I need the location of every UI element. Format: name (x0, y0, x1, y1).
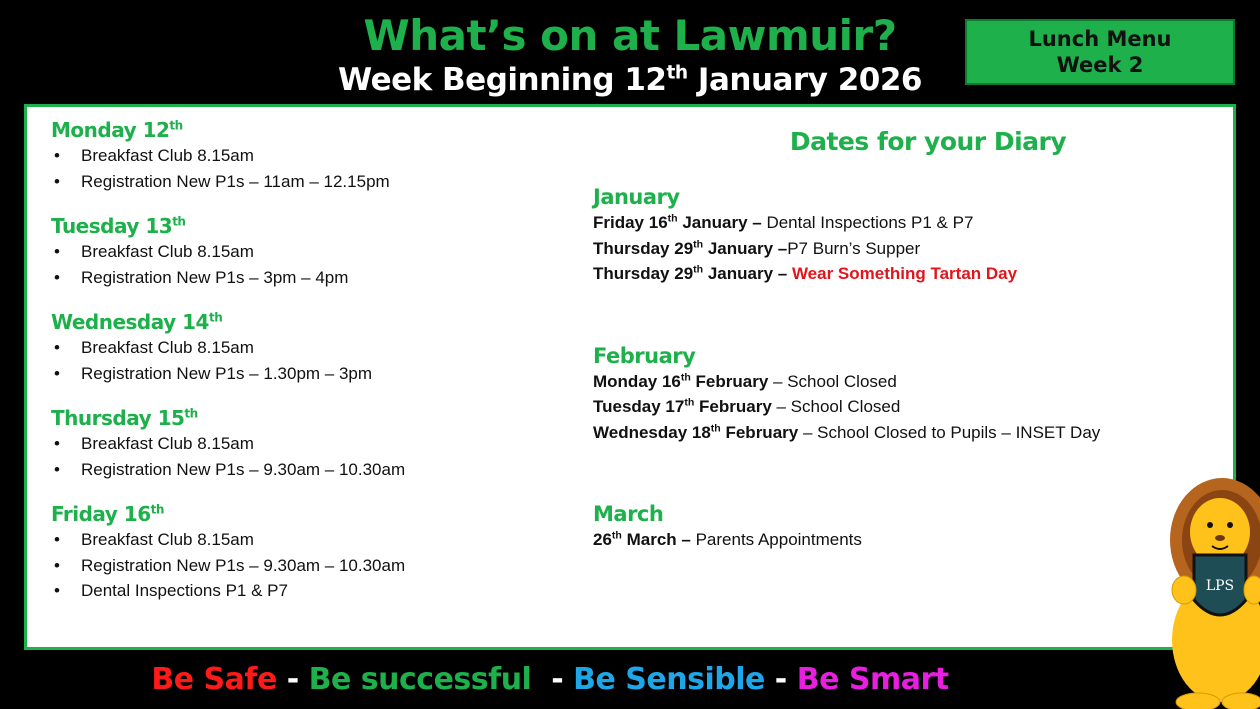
diary-date (593, 213, 762, 232)
day-heading (51, 405, 571, 431)
diary-event: – School Closed (771, 397, 901, 416)
month-heading: January (593, 185, 680, 209)
diary-date (593, 372, 768, 391)
diary-entry (593, 420, 1213, 446)
event-item: • Breakfast Club 8.15am (51, 239, 571, 265)
day-events (51, 527, 571, 604)
event-item: • Breakfast Club 8.15am (51, 527, 571, 553)
subtitle-sup: th (666, 62, 688, 84)
school-values-banner (0, 660, 1100, 700)
lunch-menu-button[interactable] (965, 19, 1235, 85)
day-name: Thursday 15 (51, 406, 185, 430)
day-block (51, 117, 571, 194)
event-item: • Breakfast Club 8.15am (51, 335, 571, 361)
diary-date (593, 530, 691, 549)
event-item: • Dental Inspections P1 & P7 (51, 578, 571, 604)
diary-date-text: Monday 16 (593, 371, 681, 391)
diary-date (593, 264, 787, 283)
diary-date (593, 239, 787, 258)
day-name: Monday 12 (51, 118, 170, 142)
diary-date (593, 397, 772, 416)
day-sup: th (172, 214, 186, 229)
event-item: • Breakfast Club 8.15am (51, 431, 571, 457)
day-heading (51, 117, 571, 143)
day-events (51, 239, 571, 290)
event-item: • Breakfast Club 8.15am (51, 143, 571, 169)
value-phrase: - (764, 662, 797, 697)
diary-entry (593, 236, 1213, 262)
day-heading (51, 309, 571, 335)
month-heading: February (593, 343, 696, 368)
diary-date-text: Friday 16 (593, 213, 668, 232)
month-block (593, 343, 1213, 446)
value-phrase: - (531, 662, 574, 697)
value-phrase: Be Smart (796, 662, 949, 697)
diary-entry (593, 261, 1213, 287)
diary-event: – School Closed (768, 371, 897, 391)
event-item: • Registration New P1s – 11am – 12.15pm (51, 169, 571, 195)
day-sup: th (169, 118, 183, 133)
diary-date-sup: th (667, 212, 678, 225)
diary-date-month: January – (703, 264, 788, 283)
diary-date-month: February (694, 397, 772, 416)
diary-date-text: Wednesday 18 (593, 422, 711, 442)
diary-date-sup: th (693, 263, 704, 276)
value-phrase: Be Safe (151, 662, 277, 697)
diary-date-month: February (720, 422, 799, 442)
lunch-menu-week: Week 2 (1056, 53, 1144, 77)
diary-date (593, 423, 798, 442)
day-events (51, 431, 571, 482)
page-subtitle (240, 60, 1020, 100)
diary-section (593, 125, 1213, 609)
day-block (51, 309, 571, 386)
diary-date-sup: th (710, 421, 721, 434)
subtitle-text-end: January 2026 (687, 62, 922, 98)
diary-date-sup: th (693, 237, 704, 250)
diary-date-text: Thursday 29 (593, 264, 694, 283)
diary-date-month: February (690, 371, 769, 391)
day-block (51, 405, 571, 482)
diary-date-text: Thursday 29 (593, 238, 694, 258)
diary-date-sup: th (611, 529, 622, 542)
day-events (51, 143, 571, 194)
day-sup: th (184, 406, 198, 421)
weekly-schedule (51, 117, 571, 623)
month-block (593, 184, 1213, 287)
value-phrase: Be successful (308, 662, 532, 697)
diary-event: – School Closed to Pupils – INSET Day (798, 422, 1101, 442)
day-sup: th (208, 310, 223, 325)
subtitle-text: Week Beginning 12 (338, 62, 667, 98)
diary-entry (593, 527, 1213, 553)
event-item: • Registration New P1s – 3pm – 4pm (51, 265, 571, 291)
day-block (51, 501, 571, 604)
lunch-menu-label: Lunch Menu (1028, 27, 1172, 51)
diary-title: Dates for your Diary (789, 127, 1067, 156)
day-name: Friday 16 (51, 502, 151, 526)
page-title: What’s on at Lawmuir? (363, 11, 897, 60)
day-sup: th (150, 502, 164, 517)
value-phrase: - (276, 662, 309, 697)
day-name: Tuesday 13 (51, 214, 173, 238)
month-heading: March (593, 502, 664, 526)
day-name: Wednesday 14 (51, 310, 209, 334)
day-heading (51, 213, 571, 239)
lion-mascot-icon (1162, 470, 1260, 709)
diary-entry (593, 394, 1213, 420)
day-block (51, 213, 571, 290)
diary-date-sup: th (684, 396, 695, 409)
event-item: • Registration New P1s – 9.30am – 10.30am (51, 553, 571, 579)
diary-entry (593, 369, 1213, 395)
diary-date-text: 26 (593, 530, 612, 549)
diary-event: Wear Something Tartan Day (787, 264, 1018, 283)
diary-event: Parents Appointments (690, 530, 862, 549)
value-phrase: Be Sensible (573, 662, 765, 697)
event-item: • Registration New P1s – 9.30am – 10.30am (51, 457, 571, 483)
diary-date-month: March – (621, 530, 691, 549)
event-item: • Registration New P1s – 1.30pm – 3pm (51, 361, 571, 387)
diary-date-text: Tuesday 17 (593, 397, 685, 416)
diary-event: P7 Burn’s Supper (787, 238, 921, 258)
svg-text:LPS: LPS (1205, 578, 1235, 594)
diary-entry (593, 210, 1213, 236)
day-heading (51, 501, 571, 527)
diary-date-month: January – (677, 213, 762, 232)
diary-event: Dental Inspections P1 & P7 (761, 213, 974, 232)
day-events (51, 335, 571, 386)
content-panel (24, 104, 1236, 650)
diary-date-month: January – (703, 238, 788, 258)
month-block (593, 501, 1213, 553)
diary-months (593, 184, 1213, 553)
diary-date-sup: th (680, 370, 691, 383)
